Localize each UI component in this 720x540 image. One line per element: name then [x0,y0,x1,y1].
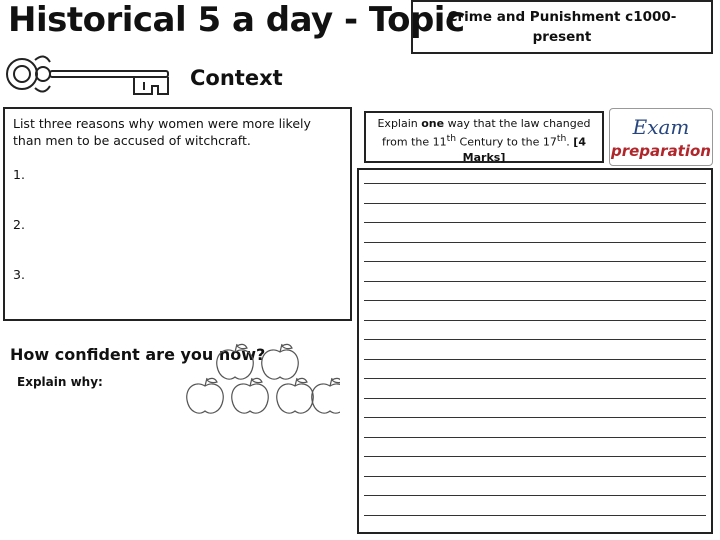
question-text-2: way that the law changed from the 11 [382,117,591,149]
answer-line [364,495,706,496]
key-icon [2,50,182,106]
apple-icon [187,378,224,413]
context-heading: Context [190,66,283,90]
answer-line [364,359,706,360]
logo-word-preparation: preparation [611,142,711,160]
apple-icon [312,378,340,413]
question-text-3: Century to the 17 [456,135,557,149]
answer-line [364,476,706,477]
question-superscript-2: th [556,133,567,144]
answer-number-3: 3. [13,267,25,282]
answer-number-2: 2. [13,217,25,232]
answer-number-1: 1. [13,167,25,182]
answer-line [364,320,706,321]
answer-line [364,242,706,243]
answer-line [364,339,706,340]
answer-line [364,437,706,438]
apple-icon [217,344,254,379]
reasons-box [3,107,352,321]
answer-line [364,515,706,516]
topic-box [411,0,713,54]
answer-line [364,261,706,262]
apple-icon [232,378,269,413]
confidence-apples [180,340,340,420]
question-marks: [4 Marks] [462,135,586,164]
answer-line [364,203,706,204]
topic-text: Crime and Punishment c1000-present [447,9,677,45]
answer-line [364,378,706,379]
question-text-1: Explain [377,117,422,130]
explain-why-label: Explain why: [17,375,103,389]
answer-line [364,300,706,301]
page-title: Historical 5 a day - Topic [8,0,465,40]
exam-question-box [364,111,604,163]
answer-lines-box [357,168,713,534]
answer-line [364,398,706,399]
answer-line [364,222,706,223]
question-emphasis: one [421,117,445,130]
logo-word-exam: Exam [632,115,690,139]
apple-icon [262,344,299,379]
question-text-4: . [566,135,574,149]
answer-line [364,417,706,418]
question-superscript-1: th [446,133,457,144]
apple-icon [277,378,314,413]
answer-line [364,281,706,282]
answer-line [364,456,706,457]
reasons-prompt: List three reasons why women were more likely than men to be accused of witchcraft. [13,116,311,148]
answer-line [364,183,706,184]
confidence-heading: How confident are you now? [10,345,266,364]
exam-preparation-logo [609,108,713,166]
